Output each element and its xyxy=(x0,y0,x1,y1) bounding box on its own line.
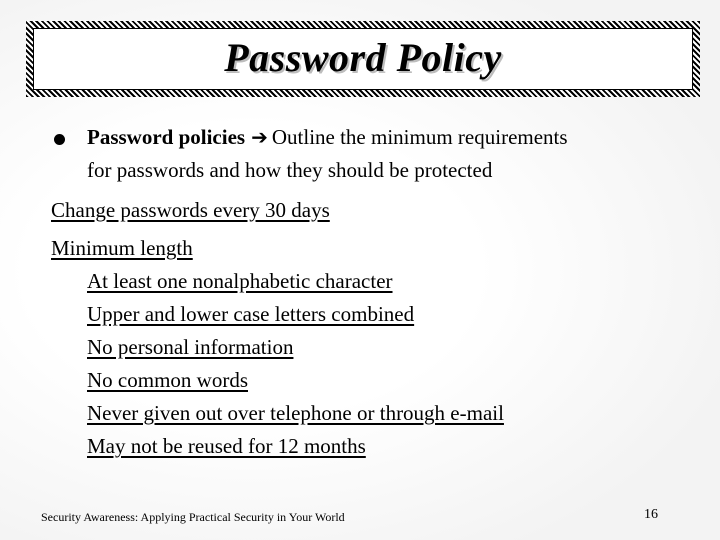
sub-item-text: Upper and lower case letters combined xyxy=(87,302,415,326)
sub-item[interactable] xyxy=(87,400,504,426)
item-change-passwords-text: Change passwords every 30 days xyxy=(51,198,330,222)
main-bullet-text-1: Outline the minimum requirements xyxy=(271,125,568,149)
sub-item[interactable] xyxy=(87,268,393,294)
sub-item[interactable] xyxy=(87,433,366,459)
title-frame xyxy=(26,21,700,97)
slide-title: Password Policy xyxy=(224,34,502,80)
item-change-passwords[interactable] xyxy=(51,197,330,223)
sub-item[interactable] xyxy=(87,367,248,393)
main-bullet-line-1 xyxy=(87,124,568,150)
sub-item-text: At least one nonalphabetic character xyxy=(87,269,393,293)
footer-text: Security Awareness: Applying Practical Security in Your World xyxy=(41,510,345,524)
sub-item[interactable] xyxy=(87,334,293,360)
item-minimum-length[interactable] xyxy=(51,235,193,261)
bullet-dot-icon xyxy=(54,134,65,145)
sub-item[interactable] xyxy=(87,301,414,327)
sub-item-text: Never given out over telephone or through e-mail xyxy=(87,401,504,425)
main-bullet-lead: Password policies xyxy=(87,125,246,149)
sub-item-text: No common words xyxy=(87,368,248,392)
item-minimum-length-text: Minimum length xyxy=(51,236,193,260)
main-bullet-text-2: for passwords and how they should be protected xyxy=(87,158,493,182)
sub-item-text: May not be reused for 12 months xyxy=(87,434,366,458)
right-arrow-icon: ➔ xyxy=(251,125,268,149)
sub-item-text: No personal information xyxy=(87,335,294,359)
title-inner-border xyxy=(33,28,693,90)
main-bullet-line-2 xyxy=(87,157,492,183)
page-number: 16 xyxy=(644,507,658,522)
